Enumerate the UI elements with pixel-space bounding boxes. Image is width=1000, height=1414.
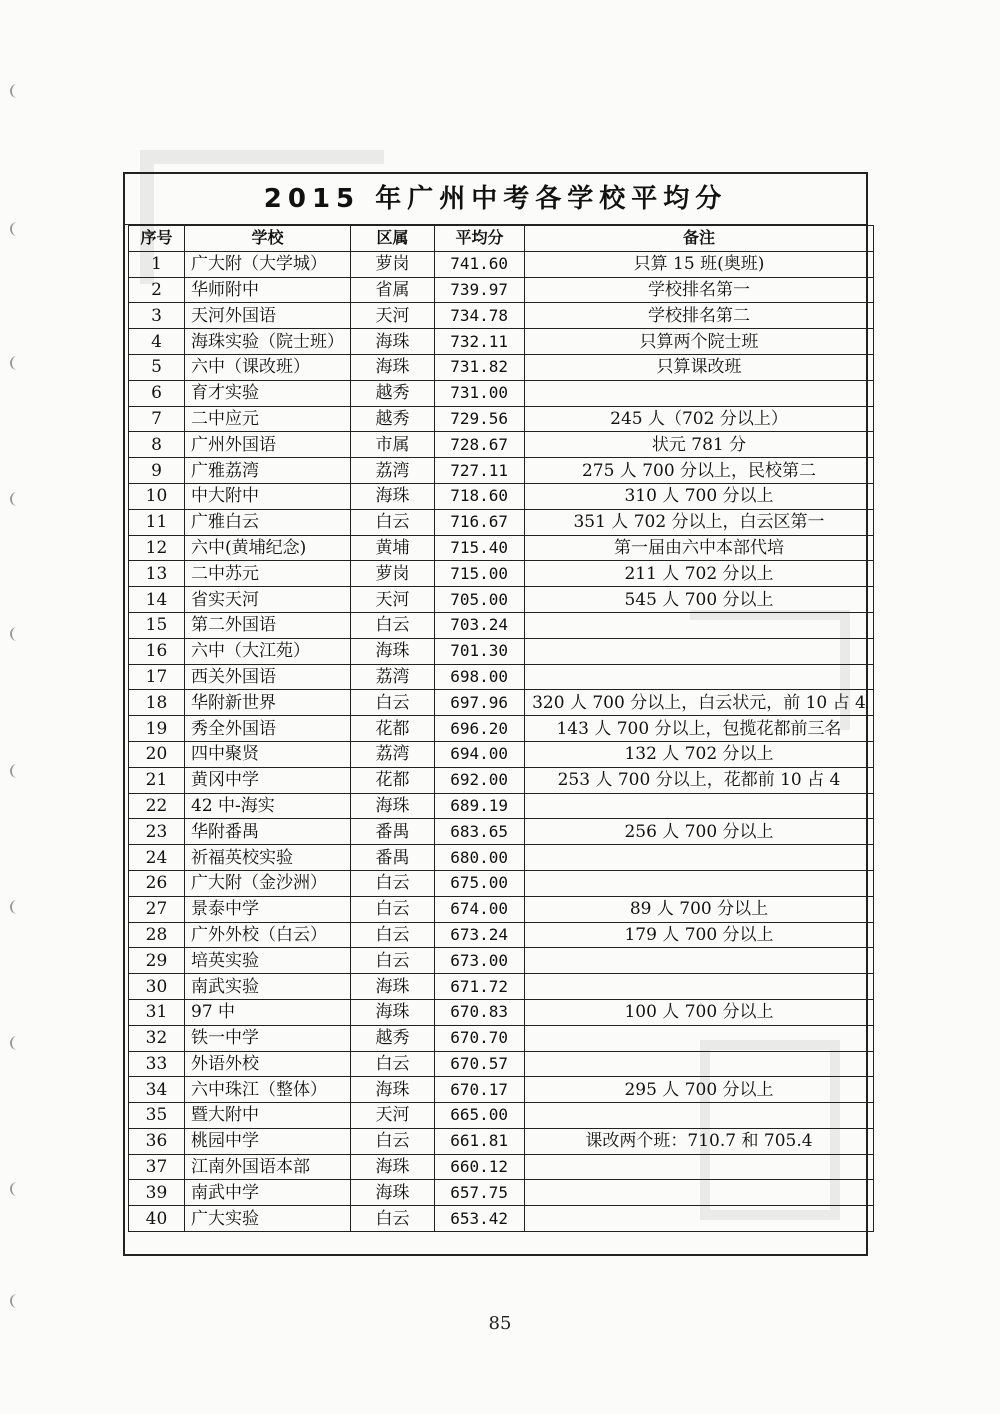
column-header-note: 备注 [525,226,874,252]
table-row [129,612,874,638]
row-note: 只算 15 班(奥班) [525,251,874,277]
row-district: 海珠 [351,638,435,664]
table-row [129,716,874,742]
row-district: 荔湾 [351,664,435,690]
row-school: 祈福英校实验 [185,845,351,871]
table-row [129,561,874,587]
binder-hole [10,1294,20,1308]
row-note: 179 人 700 分以上 [525,922,874,948]
table-row [129,1128,874,1154]
row-school: 华附番禺 [185,819,351,845]
row-school: 广大附（大学城） [185,251,351,277]
row-no: 23 [129,819,185,845]
binder-hole [10,627,20,641]
row-score: 671.72 [435,974,525,1000]
column-header-score: 平均分 [435,226,525,252]
row-note [525,845,874,871]
row-no: 3 [129,303,185,329]
table-row [129,741,874,767]
row-no: 9 [129,458,185,484]
row-school: 育才实验 [185,380,351,406]
row-note [525,1180,874,1206]
row-district: 萝岗 [351,561,435,587]
row-note [525,974,874,1000]
row-no: 32 [129,1025,185,1051]
row-note: 第一届由六中本部代培 [525,535,874,561]
table-row [129,1103,874,1129]
row-score: 741.60 [435,251,525,277]
row-school: 培英实验 [185,948,351,974]
row-district: 海珠 [351,974,435,1000]
row-district: 海珠 [351,1154,435,1180]
row-score: 731.00 [435,380,525,406]
row-district: 白云 [351,1206,435,1232]
row-district: 番禺 [351,845,435,871]
row-score: 670.83 [435,999,525,1025]
row-district: 天河 [351,1103,435,1129]
row-district: 海珠 [351,1077,435,1103]
table-row [129,458,874,484]
row-no: 7 [129,406,185,432]
row-score: 715.00 [435,561,525,587]
row-district: 白云 [351,948,435,974]
row-district: 白云 [351,509,435,535]
row-school: 广外外校（白云） [185,922,351,948]
row-district: 白云 [351,870,435,896]
row-no: 20 [129,741,185,767]
row-score: 739.97 [435,277,525,303]
row-no: 10 [129,483,185,509]
table-row [129,1180,874,1206]
row-district: 白云 [351,1128,435,1154]
row-note: 只算两个院士班 [525,329,874,355]
row-score: 703.24 [435,612,525,638]
binder-hole [10,222,20,236]
row-score: 727.11 [435,458,525,484]
row-no: 15 [129,612,185,638]
row-note: 545 人 700 分以上 [525,587,874,613]
row-no: 39 [129,1180,185,1206]
row-score: 665.00 [435,1103,525,1129]
row-no: 6 [129,380,185,406]
table-row [129,406,874,432]
row-district: 花都 [351,716,435,742]
row-school: 97 中 [185,999,351,1025]
row-district: 荔湾 [351,741,435,767]
row-score: 670.70 [435,1025,525,1051]
row-note: 351 人 702 分以上，白云区第一 [525,509,874,535]
table-row [129,948,874,974]
row-note: 学校排名第二 [525,303,874,329]
column-header-district: 区属 [351,226,435,252]
row-note: 211 人 702 分以上 [525,561,874,587]
row-score: 683.65 [435,819,525,845]
row-school: 广大实验 [185,1206,351,1232]
row-score: 660.12 [435,1154,525,1180]
row-note [525,612,874,638]
table-row [129,638,874,664]
row-no: 40 [129,1206,185,1232]
row-no: 30 [129,974,185,1000]
table-row [129,870,874,896]
row-school: 桃园中学 [185,1128,351,1154]
row-no: 33 [129,1051,185,1077]
row-district: 白云 [351,922,435,948]
row-district: 白云 [351,896,435,922]
table-row [129,819,874,845]
row-school: 景泰中学 [185,896,351,922]
row-score: 673.00 [435,948,525,974]
row-no: 8 [129,432,185,458]
table-row [129,354,874,380]
binder-hole [10,84,20,98]
table-row [129,922,874,948]
row-district: 白云 [351,690,435,716]
table-row [129,251,874,277]
table-row [129,999,874,1025]
row-note [525,1025,874,1051]
row-note: 253 人 700 分以上，花都前 10 占 4 [525,767,874,793]
table-row [129,896,874,922]
row-score: 729.56 [435,406,525,432]
row-district: 海珠 [351,354,435,380]
row-no: 5 [129,354,185,380]
row-note: 89 人 700 分以上 [525,896,874,922]
page-number: 85 [488,1313,512,1334]
row-school: 六中(黄埔纪念) [185,535,351,561]
row-district: 白云 [351,1051,435,1077]
row-score: 694.00 [435,741,525,767]
table-row [129,1025,874,1051]
row-district: 海珠 [351,793,435,819]
row-no: 28 [129,922,185,948]
table-row [129,277,874,303]
row-note: 状元 781 分 [525,432,874,458]
row-score: 728.67 [435,432,525,458]
row-note [525,638,874,664]
row-score: 718.60 [435,483,525,509]
row-no: 21 [129,767,185,793]
row-no: 16 [129,638,185,664]
row-school: 天河外国语 [185,303,351,329]
table-row [129,1206,874,1232]
row-district: 海珠 [351,999,435,1025]
row-no: 19 [129,716,185,742]
row-school: 外语外校 [185,1051,351,1077]
row-district: 白云 [351,612,435,638]
table-row [129,690,874,716]
row-note: 只算课改班 [525,354,874,380]
table-row [129,793,874,819]
row-school: 秀全外国语 [185,716,351,742]
row-school: 广雅荔湾 [185,458,351,484]
row-school: 华师附中 [185,277,351,303]
row-school: 六中（大江苑） [185,638,351,664]
row-school: 第二外国语 [185,612,351,638]
row-score: 716.67 [435,509,525,535]
row-school: 南武中学 [185,1180,351,1206]
row-district: 萝岗 [351,251,435,277]
row-school: 二中应元 [185,406,351,432]
table-header-row [129,226,874,252]
binder-hole [10,900,20,914]
row-score: 732.11 [435,329,525,355]
row-note: 132 人 702 分以上 [525,741,874,767]
table-row [129,974,874,1000]
table-row [129,483,874,509]
row-note [525,948,874,974]
table-row [129,509,874,535]
row-no: 24 [129,845,185,871]
row-note: 143 人 700 分以上，包揽花都前三名 [525,716,874,742]
row-school: 六中珠江（整体） [185,1077,351,1103]
row-district: 天河 [351,587,435,613]
row-score: 653.42 [435,1206,525,1232]
binder-hole [10,492,20,506]
row-no: 22 [129,793,185,819]
row-score: 731.82 [435,354,525,380]
row-school: 南武实验 [185,974,351,1000]
row-note: 256 人 700 分以上 [525,819,874,845]
row-note: 295 人 700 分以上 [525,1077,874,1103]
row-score: 697.96 [435,690,525,716]
row-district: 越秀 [351,406,435,432]
table-row [129,1051,874,1077]
row-district: 市属 [351,432,435,458]
row-no: 2 [129,277,185,303]
row-score: 680.00 [435,845,525,871]
column-header-school: 学校 [185,226,351,252]
row-note [525,1051,874,1077]
row-school: 中大附中 [185,483,351,509]
row-school: 六中（课改班） [185,354,351,380]
row-score: 670.17 [435,1077,525,1103]
row-school: 42 中-海实 [185,793,351,819]
binder-hole [10,1036,20,1050]
row-score: 715.40 [435,535,525,561]
row-school: 四中聚贤 [185,741,351,767]
table-row [129,587,874,613]
row-note: 320 人 700 分以上，白云状元，前 10 占 4 [525,690,874,716]
row-school: 二中苏元 [185,561,351,587]
row-no: 29 [129,948,185,974]
table-row [129,1154,874,1180]
row-no: 18 [129,690,185,716]
row-note [525,1206,874,1232]
binder-hole [10,1182,20,1196]
row-score: 661.81 [435,1128,525,1154]
row-note: 学校排名第一 [525,277,874,303]
row-note [525,380,874,406]
row-district: 越秀 [351,1025,435,1051]
table-row [129,380,874,406]
row-no: 31 [129,999,185,1025]
row-district: 荔湾 [351,458,435,484]
row-score: 698.00 [435,664,525,690]
row-school: 西关外国语 [185,664,351,690]
row-school: 江南外国语本部 [185,1154,351,1180]
row-note [525,793,874,819]
row-no: 37 [129,1154,185,1180]
row-no: 36 [129,1128,185,1154]
row-district: 天河 [351,303,435,329]
row-no: 4 [129,329,185,355]
page-title: 2015 年广州中考各学校平均分 [125,174,866,225]
row-district: 省属 [351,277,435,303]
row-no: 17 [129,664,185,690]
row-score: 675.00 [435,870,525,896]
row-note [525,870,874,896]
row-school: 暨大附中 [185,1103,351,1129]
row-score: 734.78 [435,303,525,329]
row-note [525,664,874,690]
scores-table [128,225,874,1232]
row-school: 华附新世界 [185,690,351,716]
table-row [129,535,874,561]
table-row [129,329,874,355]
row-note [525,1154,874,1180]
table-row [129,303,874,329]
row-note [525,1103,874,1129]
row-no: 35 [129,1103,185,1129]
row-score: 692.00 [435,767,525,793]
row-no: 11 [129,509,185,535]
binder-hole [10,356,20,370]
row-district: 番禺 [351,819,435,845]
row-school: 省实天河 [185,587,351,613]
table-row [129,1077,874,1103]
row-district: 海珠 [351,483,435,509]
row-district: 黄埔 [351,535,435,561]
row-note: 课改两个班：710.7 和 705.4 [525,1128,874,1154]
row-no: 26 [129,870,185,896]
row-no: 34 [129,1077,185,1103]
row-school: 广大附（金沙洲） [185,870,351,896]
row-school: 黄冈中学 [185,767,351,793]
table-row [129,432,874,458]
row-score: 705.00 [435,587,525,613]
row-school: 海珠实验（院士班） [185,329,351,355]
row-note: 245 人（702 分以上） [525,406,874,432]
row-score: 674.00 [435,896,525,922]
row-note: 310 人 700 分以上 [525,483,874,509]
binder-hole [10,764,20,778]
row-no: 14 [129,587,185,613]
row-score: 670.57 [435,1051,525,1077]
row-district: 海珠 [351,1180,435,1206]
row-no: 12 [129,535,185,561]
row-school: 广雅白云 [185,509,351,535]
table-row [129,845,874,871]
row-note: 100 人 700 分以上 [525,999,874,1025]
row-score: 701.30 [435,638,525,664]
table-row [129,767,874,793]
row-note: 275 人 700 分以上，民校第二 [525,458,874,484]
row-score: 657.75 [435,1180,525,1206]
row-no: 1 [129,251,185,277]
row-no: 13 [129,561,185,587]
row-no: 27 [129,896,185,922]
row-score: 689.19 [435,793,525,819]
row-score: 696.20 [435,716,525,742]
table-body [129,251,874,1231]
row-district: 花都 [351,767,435,793]
row-district: 海珠 [351,329,435,355]
row-school: 广州外国语 [185,432,351,458]
table-row [129,664,874,690]
row-district: 越秀 [351,380,435,406]
row-school: 铁一中学 [185,1025,351,1051]
column-header-no: 序号 [129,226,185,252]
row-score: 673.24 [435,922,525,948]
